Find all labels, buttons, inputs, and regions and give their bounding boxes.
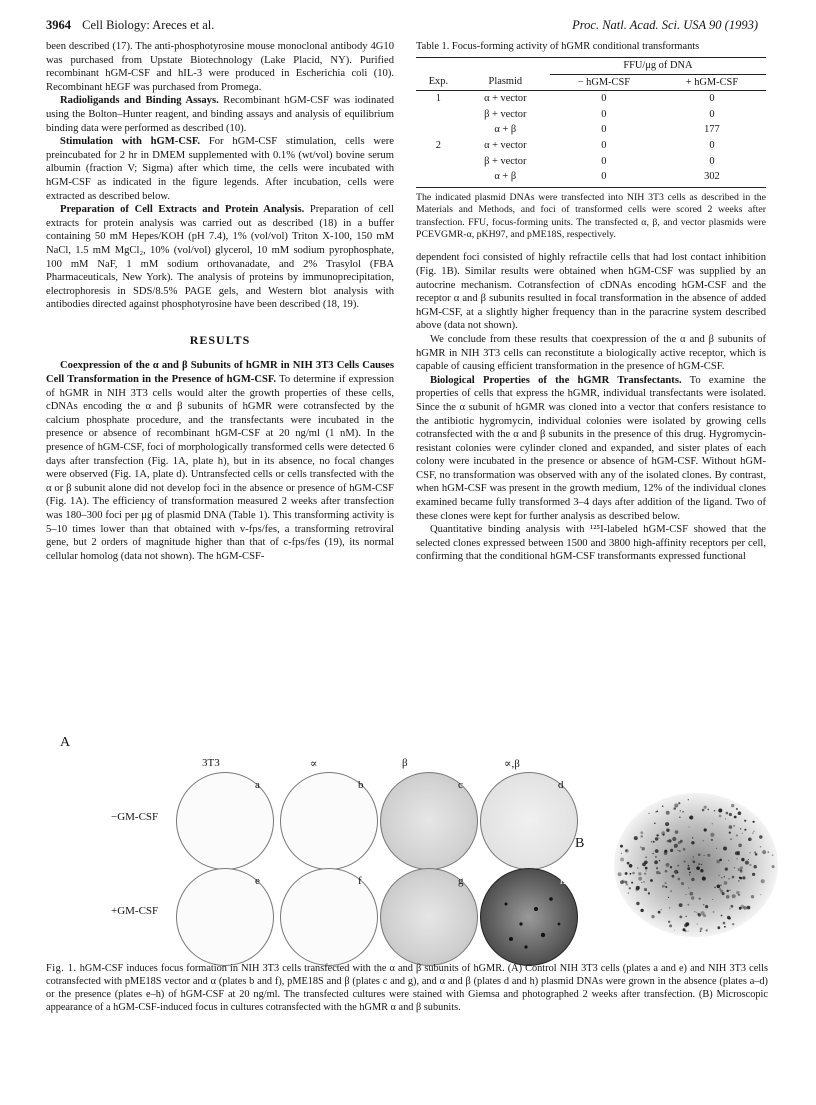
- cell-speckle: [684, 861, 686, 863]
- cell-speckle: [688, 931, 689, 932]
- cell-speckle: [692, 837, 693, 838]
- cell-speckle: [716, 860, 720, 864]
- figure-panel-label-b: B: [575, 836, 585, 851]
- cell-speckle: [686, 916, 687, 917]
- plate-label: b: [358, 779, 364, 791]
- paragraph: been described (17). The anti-phosphotyrosine mouse monoclonal antibody 4G10 was purchased from Upstate Biotechnology (Lake Placid, NY). Purified recombinant hGM-CSF and hIL-3 were produced in Escherichia coli (10). Recombinant hEGF was purchased from Promega.: [46, 41, 394, 93]
- cell-speckle: [723, 922, 726, 925]
- cell-speckle: [726, 812, 729, 815]
- run-in-heading: Stimulation with hGM-CSF.: [60, 136, 201, 148]
- figure-1: [46, 735, 786, 955]
- table-caption: Table 1. Focus-forming activity of hGMR conditional transformants: [416, 41, 700, 52]
- table-group-header: FFU/μg of DNA: [550, 58, 766, 75]
- cell-speckle: [656, 867, 658, 869]
- cell-speckle: [641, 882, 642, 883]
- cell-speckle: [640, 835, 643, 838]
- table-row: 2 α + vector 0 0: [435, 139, 715, 151]
- cell-speckle: [698, 913, 701, 916]
- culture-plate-c: [380, 772, 478, 870]
- cell-speckle: [669, 924, 672, 927]
- cell-speckle: [649, 813, 650, 814]
- column-label: ∝,β: [504, 758, 520, 770]
- cell-speckle: [642, 847, 645, 850]
- cell-speckle: [727, 890, 729, 892]
- paragraph: Coexpression of the α and β Subunits of hGMR in NIH 3T3 Cells Causes Cell Transformation in the Presence of hGM-CSF. To determine if expression of hGMR in NIH 3T3 cells would alter the growth properties of these cells, cDNAs encoding the α and β subunits of hGMR were cotransfected by the calcium phosphate procedure, and the transfectants were incubated in the presence or absence of recombinant hGM-CSF at 20 ng/ml (1 nM). In the presence of hGM-CSF, foci of morphologically transformed cells were detected 6 days after transfection (Fig. 1A, plate h), but in its absence, no focal changes were observed (Fig. 1A, plate d). Untransfected cells or cells transfected with the α or β subunit alone did not develop foci in the absence or presence of hGM-CSF (Fig. 1A). The efficiency of transformation measured 2 weeks after transfection was 180–300 foci per μg of plasmid DNA (Table 1). This transforming activity is 5–10 times lower than that obtained with v-fps/fes, a transforming retroviral gene, but 2 orders of magnitude higher than that of c-fps/fes (19), its normal cellular homolog (data not shown). The hGM-CSF-: [46, 360, 394, 562]
- cell-speckle: [700, 869, 703, 872]
- plate-label: e: [255, 875, 260, 887]
- cell-speckle: [689, 816, 693, 820]
- cell-speckle: [731, 804, 734, 807]
- cell-speckle: [629, 887, 631, 889]
- cell-speckle: [689, 872, 691, 874]
- cell-speckle: [668, 839, 671, 842]
- micrograph-focus: [611, 790, 781, 940]
- cell-speckle: [694, 911, 695, 912]
- paragraph: Stimulation with hGM-CSF. For hGM-CSF stimulation, cells were preincubated for 2 hr in DMEM supplemented with 0.1% (wt/vol) bovine serum albumin (fraction V; Sigma) after which time, the cells were incubated with hGM-CSF as indicated in the figure legends. After incubation, cells were extracted as described below.: [46, 136, 394, 202]
- cell-speckle: [668, 921, 670, 923]
- cell-speckle: [691, 878, 694, 881]
- paragraph: Biological Properties of the hGMR Transfectants. To examine the properties of cells that express the hGMR, individual transfectants were isolated. Since the α subunit of hGMR was cloned into a vector that confers resistance to the antibiotic hygromycin, individual colonies were isolated by growing cells cotransfected with the α and β subunits in the presence of this drug. Hygromycin-resistant colonies were cylinder cloned and expanded, and sister plates of each colony were incubated in the presence or absence of hGM-CSF. Without hGM-CSF, no transformation was observed with any of the isolated clones. By contrast, when hGM-CSF was present in the growth medium, 12% of the individual clones examined became fully transformed 3–4 days after addition of the ligand. Two of these clones were kept for further analysis as described below.: [416, 374, 767, 522]
- cell-speckle: [702, 809, 705, 812]
- cell-speckle: [748, 838, 752, 842]
- cell-speckle: [736, 834, 738, 836]
- cell-speckle: [754, 851, 756, 853]
- table-header: − hGM-CSF: [550, 74, 658, 91]
- cell-speckle: [721, 915, 723, 917]
- table-header: + hGM-CSF: [658, 74, 766, 91]
- cell-speckle: [682, 811, 684, 813]
- cell-speckle: [640, 909, 643, 912]
- cell-speckle: [704, 855, 705, 856]
- page-number: 3964: [46, 18, 71, 32]
- cell-speckle: [632, 872, 635, 875]
- cell-speckle: [732, 876, 735, 879]
- cell-speckle: [702, 877, 706, 881]
- cell-speckle: [721, 877, 722, 878]
- cell-speckle: [748, 859, 749, 860]
- cell-speckle: [656, 834, 658, 836]
- cell-speckle: [712, 823, 713, 824]
- cell-speckle: [732, 894, 736, 898]
- cell-speckle: [668, 897, 669, 898]
- cell-speckle: [729, 813, 732, 816]
- cell-speckle: [645, 857, 646, 858]
- cell-speckle: [699, 898, 701, 900]
- cell-speckle: [716, 848, 717, 849]
- cell-speckle: [706, 929, 708, 931]
- cell-speckle: [759, 835, 762, 838]
- column-label: 3T3: [202, 757, 220, 769]
- cell-speckle: [739, 907, 742, 910]
- cell-speckle: [678, 878, 681, 881]
- cell-speckle: [705, 905, 708, 908]
- cell-speckle: [648, 892, 650, 894]
- cell-speckle: [717, 926, 720, 929]
- cell-speckle: [670, 890, 672, 892]
- cell-speckle: [662, 805, 664, 807]
- cell-speckle: [724, 876, 725, 877]
- run-in-heading: Biological Properties of the hGMR Transfectants.: [430, 374, 682, 386]
- cell-speckle: [700, 930, 702, 932]
- cell-speckle: [621, 853, 622, 854]
- cell-speckle: [693, 861, 696, 864]
- cell-speckle: [729, 908, 730, 909]
- cell-speckle: [747, 906, 751, 910]
- table-row: β + vector 0 0: [484, 155, 715, 167]
- cell-speckle: [661, 831, 665, 835]
- cell-speckle: [739, 877, 741, 879]
- culture-plate-f: [280, 868, 378, 966]
- run-in-heading: Preparation of Cell Extracts and Protein Analysis.: [60, 204, 305, 216]
- cell-speckle: [732, 923, 734, 925]
- cell-speckle: [670, 849, 673, 852]
- cell-speckle: [698, 853, 701, 856]
- table-row: 1 α + vector 0 0: [435, 93, 715, 105]
- cell-speckle: [655, 856, 657, 858]
- plate-label: c: [458, 779, 463, 791]
- cell-speckle: [687, 904, 689, 906]
- cell-speckle: [703, 876, 704, 877]
- cell-speckle: [683, 848, 686, 851]
- column-label: β: [402, 757, 408, 769]
- cell-speckle: [752, 873, 755, 876]
- cell-speckle: [669, 907, 670, 908]
- cell-speckle: [703, 904, 705, 906]
- cell-speckle: [674, 847, 675, 848]
- cell-speckle: [689, 874, 690, 875]
- cell-speckle: [677, 865, 679, 867]
- left-column: [46, 40, 394, 563]
- cell-speckle: [741, 858, 744, 861]
- cell-speckle: [688, 887, 689, 888]
- plate-label: g: [458, 875, 464, 887]
- cell-speckle: [666, 829, 669, 832]
- cell-speckle: [675, 830, 679, 834]
- cell-speckle: [698, 863, 700, 865]
- caption-text: hGM-CSF induces focus formation in NIH 3T3 cells transfected with the α and β subunits of hGMR. (A) Control NIH 3T3 cells (plates a and e) and NIH 3T3 cells cotransfected with pME18S vector and α (plates b and f), pME18S and β (plates c and g), and α and β (plates d and h) plasmid DNAs were grown in the absence (plates a–d) or the presence (plates e–h) of hGM-CSF at 20 ng/ml. The transfected cultures were stained with Giemsa and photographed 2 weeks after transfection. (B) Microscopic appearance of a hGM-CSF-induced focus in cultures cotransfected with the hGMR α and β subunits.: [46, 963, 769, 1013]
- cell-speckle: [652, 853, 653, 854]
- cell-speckle: [761, 879, 765, 883]
- cell-speckle: [664, 850, 667, 853]
- cell-speckle: [635, 888, 638, 891]
- cell-speckle: [760, 846, 761, 847]
- cell-speckle: [752, 832, 753, 833]
- cell-speckle: [725, 818, 726, 819]
- cell-speckle: [729, 832, 731, 834]
- table-row: α + β 0 177: [494, 124, 720, 136]
- cell-speckle: [733, 825, 735, 827]
- cell-speckle: [620, 858, 624, 862]
- run-in-heading: Coexpression of the α and β Subunits of hGMR in NIH 3T3 Cells Causes Cell Transformation in the Presence of hGM-CSF.: [46, 360, 394, 386]
- running-header-left: [46, 18, 214, 33]
- cell-speckle: [751, 895, 754, 898]
- cell-speckle: [697, 923, 698, 924]
- cell-speckle: [772, 854, 774, 856]
- journal-section-author: Cell Biology: Areces et al.: [82, 18, 215, 32]
- cell-speckle: [728, 860, 729, 861]
- cell-speckle: [679, 817, 680, 818]
- cell-speckle: [717, 885, 721, 889]
- cell-speckle: [724, 926, 726, 928]
- cell-speckle: [704, 806, 707, 809]
- paragraph: dependent foci consisted of highly refractile cells that had lost contact inhibition (Fig. 1B). Similar results were obtained when hGM-CSF was supplied by an autocrine mechanism. Cotransfection of cDNAs encoding hGM-CSF and the receptor α and β subunits resulted in focal transformation in the absence of added hGM-CSF, at a slightly higher frequency than in the paracrine system described above (data not shown).: [416, 252, 766, 332]
- cell-speckle: [655, 837, 658, 840]
- cell-speckle: [661, 909, 662, 910]
- run-in-heading: Radioligands and Binding Assays.: [60, 95, 219, 107]
- cell-speckle: [700, 928, 703, 931]
- cell-speckle: [772, 865, 775, 868]
- cell-speckle: [679, 916, 682, 919]
- cell-speckle: [749, 864, 751, 866]
- cell-speckle: [718, 809, 722, 813]
- cell-speckle: [674, 804, 678, 808]
- cell-speckle: [693, 856, 694, 857]
- cell-speckle: [696, 866, 700, 870]
- cell-speckle: [655, 849, 659, 853]
- table-1: [416, 57, 766, 188]
- cell-speckle: [686, 894, 687, 895]
- cell-speckle: [723, 847, 727, 851]
- cell-speckle: [651, 841, 652, 842]
- row-label: −GM-CSF: [111, 811, 159, 823]
- cell-speckle: [654, 860, 658, 864]
- cell-speckle: [730, 838, 732, 840]
- plate-label: h: [560, 875, 566, 887]
- cell-speckle: [762, 850, 766, 854]
- cell-speckle: [644, 873, 646, 875]
- cell-speckle: [738, 844, 742, 848]
- cell-speckle: [677, 850, 678, 851]
- cell-speckle: [767, 851, 769, 853]
- cell-speckle: [689, 892, 693, 896]
- cell-speckle: [703, 840, 705, 842]
- cell-speckle: [677, 872, 678, 873]
- cell-speckle: [740, 869, 741, 870]
- cell-speckle: [742, 833, 743, 834]
- cell-speckle: [681, 882, 684, 885]
- paragraph: Quantitative binding analysis with ¹²⁵I-labeled hGM-CSF showed that the selected clones expressed between 1500 and 3800 high-affinity receptors per cell, confirming that the conditional hGM-CSF transformants expressed functional: [416, 524, 766, 563]
- cell-speckle: [645, 889, 647, 891]
- cell-speckle: [745, 861, 749, 865]
- cell-speckle: [727, 916, 730, 919]
- cell-speckle: [672, 875, 675, 878]
- cell-speckle: [720, 890, 723, 893]
- plate-label: d: [558, 779, 564, 791]
- figure-panel-label-a: A: [60, 735, 71, 750]
- cell-speckle: [622, 880, 625, 883]
- cell-speckle: [755, 853, 758, 856]
- cell-speckle: [719, 815, 722, 818]
- cell-speckle: [659, 860, 660, 861]
- running-header-right: Proc. Natl. Acad. Sci. USA 90 (1993): [572, 18, 758, 32]
- cell-speckle: [640, 847, 641, 848]
- cell-speckle: [620, 845, 623, 848]
- cell-speckle: [629, 864, 633, 868]
- cell-speckle: [638, 877, 642, 881]
- cell-speckle: [665, 870, 668, 873]
- cell-speckle: [636, 902, 639, 905]
- cell-speckle: [734, 867, 735, 868]
- cell-speckle: [672, 837, 676, 841]
- cell-speckle: [712, 899, 713, 900]
- cell-speckle: [628, 892, 630, 894]
- right-column: [416, 40, 766, 564]
- paragraph: Preparation of Cell Extracts and Protein Analysis. Preparation of cell extracts for protein analysis was carried out as described (18) in a buffer containing 50 mM Hepes/KOH (pH 7.4), 1% (vol/vol) Triton X-100, 150 mM NaCl, 1.5 mM MgCl₂, 10% (vol/vol) glycerol, 10 mM sodium pyrophosphate, 100 mM NaF, 1 mM sodium orthovanadate, and 2% Trasylol (FBA Pharmaceuticals, New York). The analysis of proteins by immunoprecipitation, electrophoresis in SDS/8.5% PAGE gels, and Western blot analysis with antibodies directed against phosphotyrosine have been described (18, 19).: [46, 204, 394, 311]
- column-label: ∝: [310, 758, 318, 770]
- cell-speckle: [665, 822, 669, 826]
- cell-speckle: [644, 861, 648, 865]
- cell-speckle: [738, 880, 740, 882]
- cell-speckle: [738, 811, 742, 815]
- cell-speckle: [655, 811, 657, 813]
- cell-speckle: [625, 872, 628, 875]
- cell-speckle: [707, 854, 710, 857]
- cell-speckle: [678, 802, 680, 804]
- cell-speckle: [684, 930, 686, 932]
- cell-speckle: [658, 838, 659, 839]
- cell-speckle: [651, 915, 654, 918]
- cell-speckle: [724, 881, 728, 885]
- cell-speckle: [687, 867, 690, 870]
- cell-speckle: [645, 867, 648, 870]
- cell-speckle: [710, 833, 714, 837]
- cell-speckle: [701, 864, 702, 865]
- cell-speckle: [688, 799, 689, 800]
- cell-speckle: [666, 811, 670, 815]
- cell-speckle: [754, 865, 757, 868]
- cell-speckle: [638, 872, 641, 875]
- cell-speckle: [740, 828, 741, 829]
- table-header: Exp.: [416, 74, 461, 91]
- cell-speckle: [753, 821, 755, 823]
- figure-caption: [46, 962, 768, 1014]
- cell-speckle: [678, 841, 681, 844]
- plate-label: f: [358, 875, 362, 887]
- cell-speckle: [679, 903, 683, 907]
- cell-speckle: [674, 930, 675, 931]
- cell-speckle: [679, 850, 681, 852]
- cell-speckle: [736, 858, 737, 859]
- cell-speckle: [711, 839, 713, 841]
- cell-speckle: [646, 871, 647, 872]
- cell-speckle: [654, 823, 656, 825]
- cell-speckle: [625, 881, 628, 884]
- cell-speckle: [725, 868, 728, 871]
- cell-speckle: [753, 831, 754, 832]
- cell-speckle: [734, 816, 737, 819]
- cell-speckle: [691, 896, 694, 899]
- cell-speckle: [760, 894, 761, 895]
- cell-speckle: [731, 905, 734, 908]
- cell-speckle: [729, 825, 733, 829]
- cell-speckle: [750, 852, 751, 853]
- cell-speckle: [718, 875, 720, 877]
- cell-speckle: [658, 911, 661, 914]
- cell-speckle: [737, 851, 740, 854]
- table-header: Plasmid: [461, 74, 550, 91]
- cell-speckle: [736, 891, 739, 894]
- cell-speckle: [729, 890, 730, 891]
- cell-speckle: [696, 912, 697, 913]
- cell-speckle: [691, 841, 694, 844]
- cell-speckle: [625, 850, 627, 852]
- plate-label: a: [255, 779, 260, 791]
- cell-speckle: [728, 878, 729, 879]
- cell-speckle: [662, 885, 665, 888]
- paragraph: Radioligands and Binding Assays. Recombinant hGM-CSF was iodinated using the Bolton–Hunter reagent, and binding assays and analysis of equilibrium binding data were performed as described (10).: [46, 95, 394, 134]
- table-row: α + β 0 302: [416, 169, 766, 187]
- cell-speckle: [688, 865, 690, 867]
- cell-speckle: [744, 820, 746, 822]
- cell-speckle: [653, 841, 655, 843]
- cell-speckle: [618, 872, 622, 876]
- cell-speckle: [640, 831, 643, 834]
- cell-speckle: [659, 872, 661, 874]
- cell-speckle: [714, 887, 716, 889]
- cell-speckle: [643, 881, 644, 882]
- cell-speckle: [692, 860, 693, 861]
- cell-speckle: [673, 807, 676, 810]
- cell-speckle: [684, 924, 688, 928]
- section-title-results: RESULTS: [189, 332, 251, 347]
- cell-speckle: [674, 870, 678, 874]
- paragraph: We conclude from these results that coexpression of the α and β subunits of hGMR in NIH 3T3 cells can reconstitute a biologically active receptor, which is capable of causing efficient transformation in the presence of hGM-CSF.: [416, 333, 766, 373]
- cell-speckle: [670, 866, 672, 868]
- cell-speckle: [630, 873, 632, 875]
- cell-speckle: [664, 882, 666, 884]
- caption-label: Fig. 1.: [46, 963, 77, 974]
- cell-speckle: [666, 863, 670, 867]
- cell-speckle: [742, 876, 745, 879]
- cell-speckle: [631, 882, 633, 884]
- cell-speckle: [714, 810, 715, 811]
- cell-speckle: [720, 884, 722, 886]
- table-row: β + vector 0 0: [484, 108, 715, 120]
- cell-speckle: [719, 859, 722, 862]
- cell-speckle: [740, 866, 743, 869]
- cell-speckle: [665, 886, 667, 888]
- cell-speckle: [650, 879, 653, 882]
- table-footnote: The indicated plasmid DNAs were transfected into NIH 3T3 cells as described in the Materials and Methods, and foci of transformed cells were scored 2 weeks after transfection. FFU, focus-forming units. The transfected α, β, and vector plasmids were PCEVGMR-α, pKH97, and pME18S, respectively.: [416, 191, 766, 240]
- cell-speckle: [726, 895, 730, 899]
- cell-speckle: [689, 827, 690, 828]
- cell-speckle: [637, 867, 638, 868]
- cell-speckle: [626, 883, 628, 885]
- cell-speckle: [744, 829, 746, 831]
- cell-speckle: [707, 809, 709, 811]
- row-label: +GM-CSF: [111, 905, 159, 917]
- cell-speckle: [627, 862, 630, 865]
- cell-speckle: [736, 808, 738, 810]
- cell-speckle: [701, 911, 705, 915]
- cell-speckle: [713, 911, 715, 913]
- cell-speckle: [634, 836, 638, 840]
- cell-speckle: [680, 810, 681, 811]
- cell-speckle: [704, 828, 707, 831]
